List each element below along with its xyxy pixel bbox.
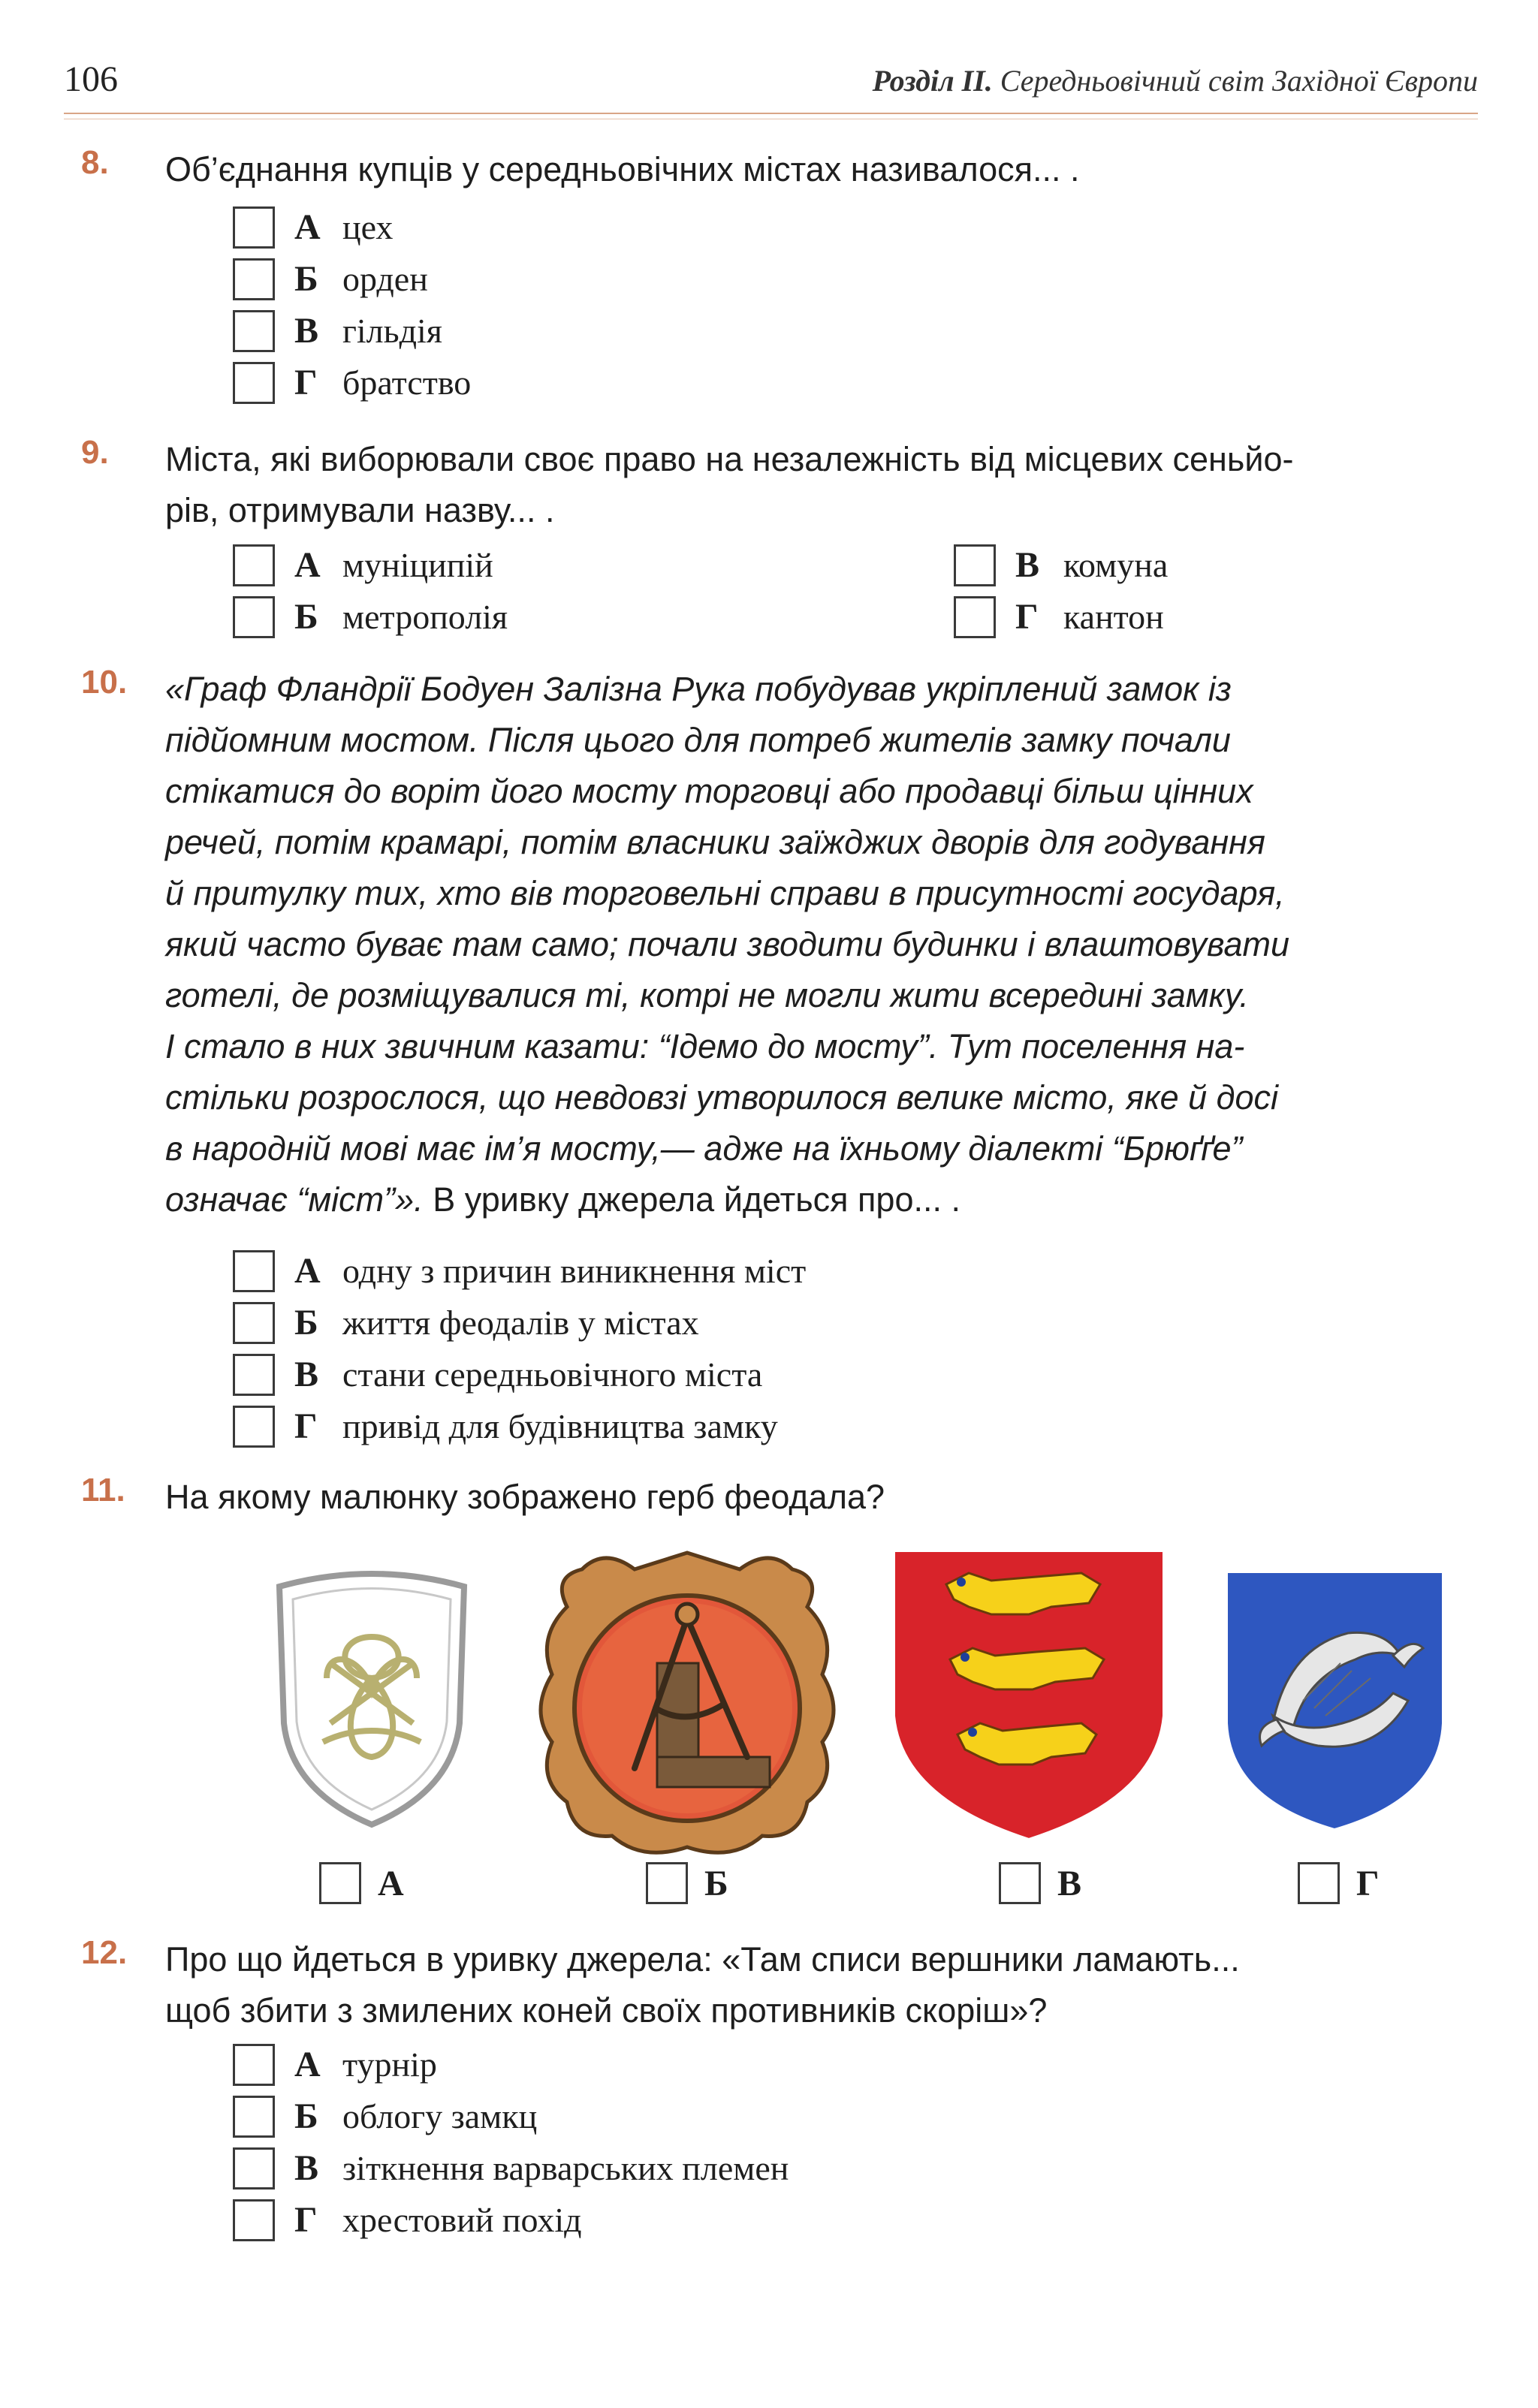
question-text: Об’єднання купців у середньовічних містах називалося... . <box>165 150 1080 188</box>
question-8-options <box>233 201 471 408</box>
question-9 <box>81 434 1476 536</box>
option-text: одну з причин виникнення міст <box>342 1252 807 1290</box>
option-text: муніципій <box>342 546 493 584</box>
option-v[interactable] <box>233 1349 806 1400</box>
source-quote-line: й притулку тих, хто вів торговельні справи в присутності государя, <box>165 874 1285 912</box>
answer-checkbox[interactable] <box>233 1250 275 1292</box>
answer-checkbox[interactable] <box>1298 1862 1340 1904</box>
option-text: привід для будівництва замку <box>342 1407 778 1445</box>
option-b[interactable] <box>233 591 508 643</box>
source-quote-line: означає “міст”». <box>165 1180 424 1219</box>
question-8 <box>81 144 1476 195</box>
option-text: турнір <box>342 2045 437 2084</box>
option-b[interactable] <box>233 2090 789 2142</box>
option-a[interactable] <box>233 1245 806 1297</box>
question-text: На якому малюнку зображено герб феодала? <box>165 1478 885 1516</box>
option-letter: А <box>294 545 321 585</box>
question-tail: В уривку джерела йдеться про... . <box>423 1180 960 1219</box>
answer-checkbox[interactable] <box>646 1862 688 1904</box>
question-text <box>165 1934 1476 2036</box>
emblem-option-v[interactable] <box>999 1862 1105 1904</box>
question-text-line: Міста, які виборювали своє право на незалежність від місцевих сеньйо- <box>165 440 1294 478</box>
question-10-options <box>233 1245 806 1452</box>
option-text: облогу замкц <box>342 2097 538 2135</box>
answer-checkbox[interactable] <box>233 1406 275 1448</box>
coat-of-arms-a-image <box>263 1566 481 1836</box>
source-quote-line: стільки розрослося, що невдовзі утворилося велике місто, яке й досі <box>165 1078 1279 1117</box>
option-g[interactable] <box>954 591 1168 643</box>
emblem-option-a[interactable] <box>319 1862 426 1904</box>
question-9-options-left <box>233 539 508 643</box>
answer-checkbox[interactable] <box>233 258 275 300</box>
question-text-line: Про що йдеться в уривку джерела: «Там списи вершники ламають... <box>165 1940 1240 1979</box>
option-a[interactable] <box>233 2039 789 2090</box>
option-text: зіткнення варварських племен <box>342 2149 789 2187</box>
option-letter: Г <box>294 363 318 402</box>
source-quote-line: стікатися до воріт його мосту торговці або продавці більш цінних <box>165 772 1253 810</box>
source-quote-line: речей, потім крамарі, потім власники заїжджих дворів для годування <box>165 823 1265 861</box>
option-letter: А <box>294 2045 321 2084</box>
source-quote-line: в народній мові має ім’я мосту,— адже на їхньому діалекті “Брюґґе” <box>165 1129 1243 1168</box>
option-letter: В <box>294 2148 319 2188</box>
answer-checkbox[interactable] <box>233 544 275 586</box>
source-quote-line: підйомним мостом. Після цього для потреб жителів замку почали <box>165 721 1231 759</box>
answer-checkbox[interactable] <box>233 1354 275 1396</box>
source-quote-line: «Граф Фландрії Бодуен Залізна Рука побудував укріплений замок із <box>165 670 1232 708</box>
option-letter: А <box>294 1251 321 1291</box>
question-number: 10. <box>81 664 128 701</box>
answer-checkbox[interactable] <box>233 2147 275 2190</box>
option-letter: Г <box>1356 1863 1380 1903</box>
option-letter: Б <box>294 597 318 637</box>
source-quote-line: який часто буває там само; почали зводити будинки і влаштовувати <box>165 925 1289 963</box>
coat-of-arms-g-image <box>1220 1566 1449 1836</box>
header-rule <box>64 113 1478 114</box>
question-10 <box>81 664 1476 1225</box>
option-a[interactable] <box>233 539 508 591</box>
option-letter: А <box>294 207 321 247</box>
source-quote-line: І стало в них звичним казати: “Ідемо до мосту”. Тут поселення на- <box>165 1027 1245 1065</box>
question-11 <box>81 1472 1476 1523</box>
option-letter: А <box>378 1863 404 1903</box>
question-text <box>165 434 1476 536</box>
option-text: цех <box>342 208 394 246</box>
emblem-option-g[interactable] <box>1298 1862 1404 1904</box>
option-letter: Б <box>294 259 318 299</box>
option-letter: В <box>1057 1863 1082 1903</box>
question-number: 8. <box>81 144 109 181</box>
option-text: хрестовий похід <box>342 2201 582 2239</box>
option-g[interactable] <box>233 2194 789 2246</box>
page-header <box>64 59 1478 111</box>
coat-of-arms-b-image <box>522 1539 852 1870</box>
answer-checkbox[interactable] <box>233 2096 275 2138</box>
option-letter: В <box>294 1355 319 1394</box>
answer-checkbox[interactable] <box>233 362 275 404</box>
answer-checkbox[interactable] <box>233 206 275 249</box>
option-g[interactable] <box>233 357 471 408</box>
question-number: 11. <box>81 1472 125 1508</box>
option-letter: Б <box>294 2096 318 2136</box>
answer-checkbox[interactable] <box>319 1862 361 1904</box>
option-v[interactable] <box>954 539 1168 591</box>
option-b[interactable] <box>233 253 471 305</box>
option-text: кантон <box>1063 598 1164 636</box>
option-text: стани середньовічного міста <box>342 1355 763 1394</box>
question-12 <box>81 1934 1476 2036</box>
question-9-options-right <box>954 539 1168 643</box>
option-letter: Б <box>294 1303 318 1343</box>
emblem-option-b[interactable] <box>646 1862 752 1904</box>
answer-checkbox[interactable] <box>233 2044 275 2086</box>
answer-checkbox[interactable] <box>954 544 996 586</box>
option-v[interactable] <box>233 305 471 357</box>
answer-checkbox[interactable] <box>233 1302 275 1344</box>
option-a[interactable] <box>233 201 471 253</box>
option-v[interactable] <box>233 2142 789 2194</box>
option-letter: В <box>1015 545 1040 585</box>
section-title: Середньовічний світ Західної Європи <box>1000 64 1478 98</box>
question-number: 12. <box>81 1934 128 1971</box>
answer-checkbox[interactable] <box>999 1862 1041 1904</box>
section-label: Розділ II. <box>872 64 993 98</box>
option-letter: Г <box>1015 597 1039 637</box>
answer-checkbox[interactable] <box>954 596 996 638</box>
option-text: комуна <box>1063 546 1169 584</box>
question-number: 9. <box>81 434 109 471</box>
question-text-line: рів, отримували назву... . <box>165 491 555 529</box>
source-quote-line: готелі, де розміщувалися ті, котрі не могли жити всередині замку. <box>165 976 1249 1014</box>
coat-of-arms-v-image <box>886 1543 1172 1843</box>
answer-checkbox[interactable] <box>233 596 275 638</box>
answer-checkbox[interactable] <box>233 2199 275 2241</box>
question-12-options <box>233 2039 789 2246</box>
question-text <box>165 664 1476 1225</box>
option-letter: Б <box>704 1863 728 1903</box>
option-g[interactable] <box>233 1400 806 1452</box>
option-text: гільдія <box>342 312 442 350</box>
option-text: життя феодалів у містах <box>342 1303 699 1342</box>
option-text: орден <box>342 260 428 298</box>
question-text-line: щоб збити з змилених коней своїх противників скоріш»? <box>165 1991 1048 2030</box>
answer-checkbox[interactable] <box>233 310 275 352</box>
option-letter: Г <box>294 1406 318 1446</box>
option-text: метрополія <box>342 598 508 636</box>
option-letter: Г <box>294 2200 318 2240</box>
option-letter: В <box>294 311 319 351</box>
running-head <box>873 63 1478 98</box>
option-b[interactable] <box>233 1297 806 1349</box>
option-text: братство <box>342 363 472 402</box>
page-number: 106 <box>64 59 118 99</box>
